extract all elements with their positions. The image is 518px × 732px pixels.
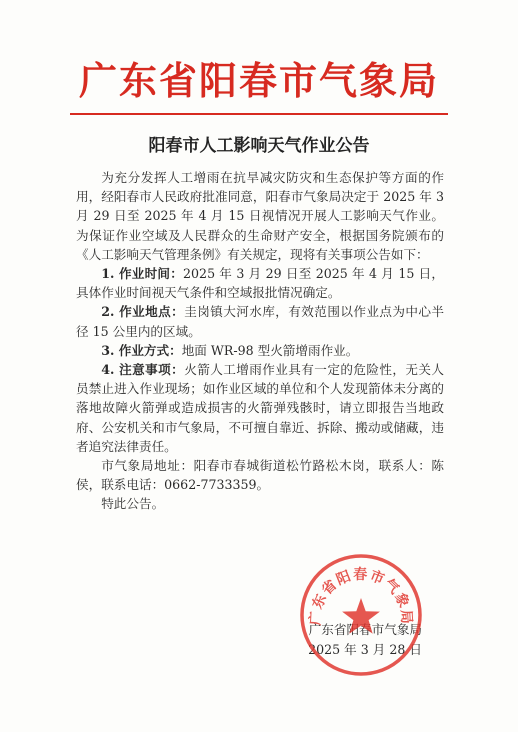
document-body [76,168,444,514]
item-time [76,264,444,302]
item-text: 2025 年 3 月 29 日至 2025 年 4 月 15 日，具体作业时间视天气条件和空域报批情况确定。 [76,266,444,301]
official-seal-stamp [298,552,424,678]
item-text: 火箭人工增雨作业具有一定的危险性，无关人员禁止进入作业现场；如作业区域的单位和个人发现箭体未分离的落地故障火箭弹或造成损害的火箭弹残骸时，请立即报告当地政府、公安机关和市气象局，不可擅自靠近、拆除、搬动或储藏，违者追究法律责任。 [76,362,444,454]
closing-paragraph: 特此公告。 [101,496,165,512]
item-heading: 2. 作业地点： [101,304,185,320]
item-text: 地面 WR-98 型火箭增雨作业。 [181,342,359,358]
item-heading: 3. 作业方式： [101,342,182,358]
item-heading: 1. 作业时间： [101,266,184,282]
signature-date: 2025 年 3 月 28 日 [308,641,422,657]
contact-paragraph: 市气象局地址：阳春市春城街道松竹路松木岗，联系人：陈侯，联系电话：0662-7733359。 [76,458,444,493]
signature-org: 广东省阳春市气象局 [308,622,422,637]
letterhead-divider [70,113,448,115]
item-text: 圭岗镇大河水库，有效范围以作业点为中心半径 15 公里内的区域。 [76,304,444,339]
item-method [76,341,444,360]
letterhead-title: 广东省阳春市气象局 [78,59,439,103]
intro-paragraph: 为充分发挥人工增雨在抗旱减灾防灾和生态保护等方面的作用，经阳春市人民政府批准同意，阳春市气象局决定于 2025 年 3 月 29 日至 2025 年 4 月 15 日视情况开展人工影响天气作业。为保证作业空域及人民群众的生命财产安全，根据国务院颁布的《人工影响天气管理条例》有关规定，现将有关事项公告如下： [76,170,444,262]
item-location [76,302,444,340]
seal-star-icon [342,598,380,634]
seal-text: 广东省阳春市气象局 [307,567,415,626]
item-notes [76,360,444,456]
item-heading: 4. 注意事项： [101,362,185,378]
document-title: 阳春市人工影响天气作业公告 [148,136,370,156]
